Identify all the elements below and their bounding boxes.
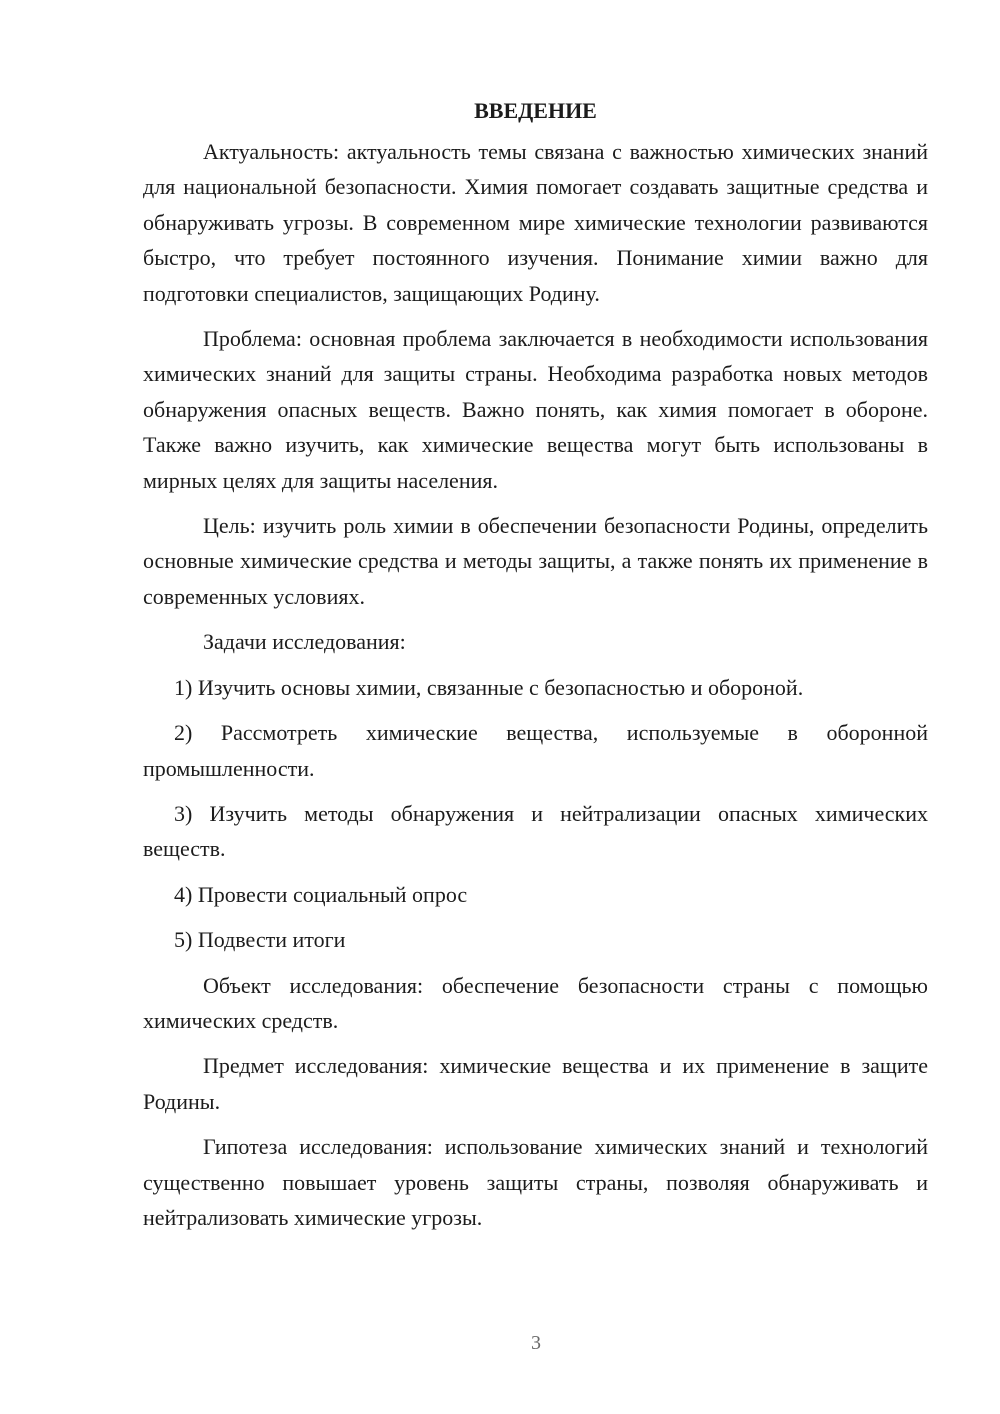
task-item-2: 2) Рассмотреть химические вещества, используемые в оборонной промышленности.: [143, 720, 928, 781]
tasks-heading: Задачи исследования:: [203, 629, 406, 655]
hypothesis-paragraph: Гипотеза исследования: использование химических знаний и технологий существенно повышает уровень защиты страны, позволяя обнаруживать и нейтрализовать химические угрозы.: [143, 1134, 928, 1230]
object-paragraph: Объект исследования: обеспечение безопасности страны с помощью химических средств.: [143, 972, 928, 1033]
task-item-1: 1) Изучить основы химии, связанные с безопасностью и обороной.: [174, 674, 804, 700]
task-item-4: 4) Провести социальный опрос: [174, 881, 468, 907]
subject-paragraph: Предмет исследования: химические вещества и их применение в защите Родины.: [143, 1053, 928, 1114]
page-number: 3: [531, 1332, 541, 1354]
document-page: [143, 92, 928, 1245]
problem-paragraph: Проблема: основная проблема заключается в необходимости использования химических знаний для защиты страны. Необходима разработка новых методов обнаружения опасных веществ. Важно понять, как химия помогает в обороне. Также важно изучить, как химические вещества могут быть использованы в мирных целях для защиты населения.: [143, 326, 928, 493]
relevance-paragraph: Актуальность: актуальность темы связана с важностью химических знаний для национальной безопасности. Химия помогает создавать защитные средства и обнаруживать угрозы. В современном мире химические технологии развиваются быстро, что требует постоянного изучения. Понимание химии важно для подготовки специалистов, защищающих Родину.: [143, 139, 928, 306]
task-item-5: 5) Подвести итоги: [174, 927, 346, 953]
goal-paragraph: Цель: изучить роль химии в обеспечении безопасности Родины, определить основные химические средства и методы защиты, а также понять их применение в современных условиях.: [143, 513, 928, 609]
section-title: ВВЕДЕНИЕ: [474, 98, 597, 123]
task-item-3: 3) Изучить методы обнаружения и нейтрализации опасных химических веществ.: [143, 800, 928, 862]
